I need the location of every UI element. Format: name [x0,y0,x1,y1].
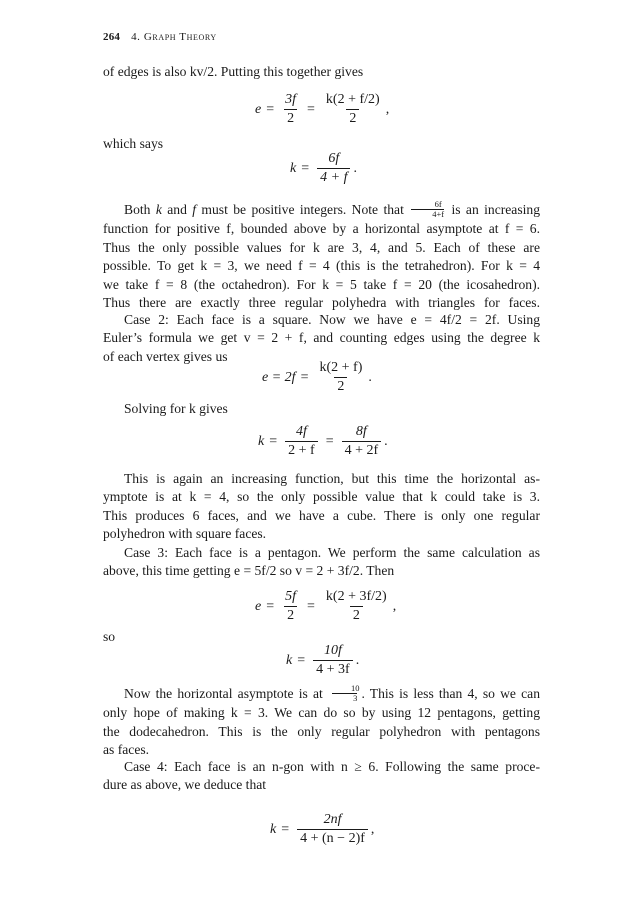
text-line: possible. To get k = 3, we need f = 4 (this is the tetrahedron). For k = 4 [103,258,540,274]
text-line: Euler’s formula we get v = 2 + f, and counting edges using the degree k [103,330,540,346]
text-line: Both k and f must be positive integers. Note that $\frac{6f}{4+f}$ is an increasing [124,199,540,220]
paragraph-case4 [103,758,540,795]
equation-edges-faces: e = $\frac{3f}{2}$ = $\frac{k(2 + f/2)}{2}$ , [255,92,390,126]
text-line: so [103,629,116,644]
paragraph-case2 [103,311,540,366]
text-line: dure as above, we deduce that [103,777,267,793]
text-line: ymptote is at k = 4, so the only possible value that k could take is 3. [103,489,540,505]
text-line: polyhedron with square faces. [103,526,267,542]
text-line: Case 4: Each face is an n-gon with n ≥ 6. Following the same proce- [124,759,540,774]
text-line: Thus the only possible values for k are 3, 4, and 5. Each of these are [103,239,540,255]
text-line: Solving for k gives [124,401,228,416]
text-line: Case 3: Each face is a pentagon. We perform the same calculation as [124,545,540,560]
text-line: This is again an increasing function, but this time the horizontal as- [124,471,540,486]
text-line: above, this time getting e = 5f/2 so v = 2 + 3f/2. Then [103,563,395,579]
equation-k-pentagon: k = $\frac{10f}{4 + 3f}$ . [286,643,360,677]
running-header [103,31,217,43]
equation-k-triangle: k = $\frac{6f}{4 + f}$ . [290,151,357,185]
equation-k-square: k = $\frac{4f}{2 + f}$ = $\frac{8f}{4 + 2f}$ . [258,424,388,458]
equation-k-ngon: k = $\frac{2nf}{4 + (n - 2)f}$ , [270,812,375,846]
text-line: only hope of making k = 3. We can do so by using 12 pentagons, getting [103,705,540,721]
text-line: of each vertex gives us [103,348,228,364]
paragraph-case3 [103,544,540,581]
text-line: as faces. [103,742,150,758]
text-line: the dodecahedron. This is the only regular polyhedron with pentagons [103,723,540,739]
text-line: Case 2: Each face is a square. Now we have e = 4f/2 = 2f. Using [124,312,540,327]
text-line: This produces 6 faces, and we have a cube. There is only one regular [103,507,540,523]
chapter-title: 4. Graph Theory [131,31,217,43]
text-line: which says [103,136,164,151]
text-line: Now the horizontal asymptote is at $\frac{10}{3}$ . This is less than 4, so we can [124,683,540,704]
text-line: Thus there are exactly three regular polyhedra with triangles for faces. [103,295,540,310]
text-line: function for positive f, bounded above by a horizontal asymptote at f = 6. [103,221,540,237]
equation-square-edges: e = 2f = $\frac{k(2 + f)}{2}$ . [262,360,372,394]
paragraph-now [103,685,540,760]
equation-pentagon-edges: e = $\frac{5f}{2}$ = $\frac{k(2 + 3f/2)}{2}$ , [255,589,397,623]
page-number: 264 [103,31,121,43]
paragraph-again [103,470,540,544]
text-line: of edges is also kv/2. Putting this together gives [103,64,364,79]
paragraph-both [103,201,540,312]
text-line: we take f = 8 (the octahedron). For k = 5 take f = 20 (the icosahedron). [103,276,540,292]
